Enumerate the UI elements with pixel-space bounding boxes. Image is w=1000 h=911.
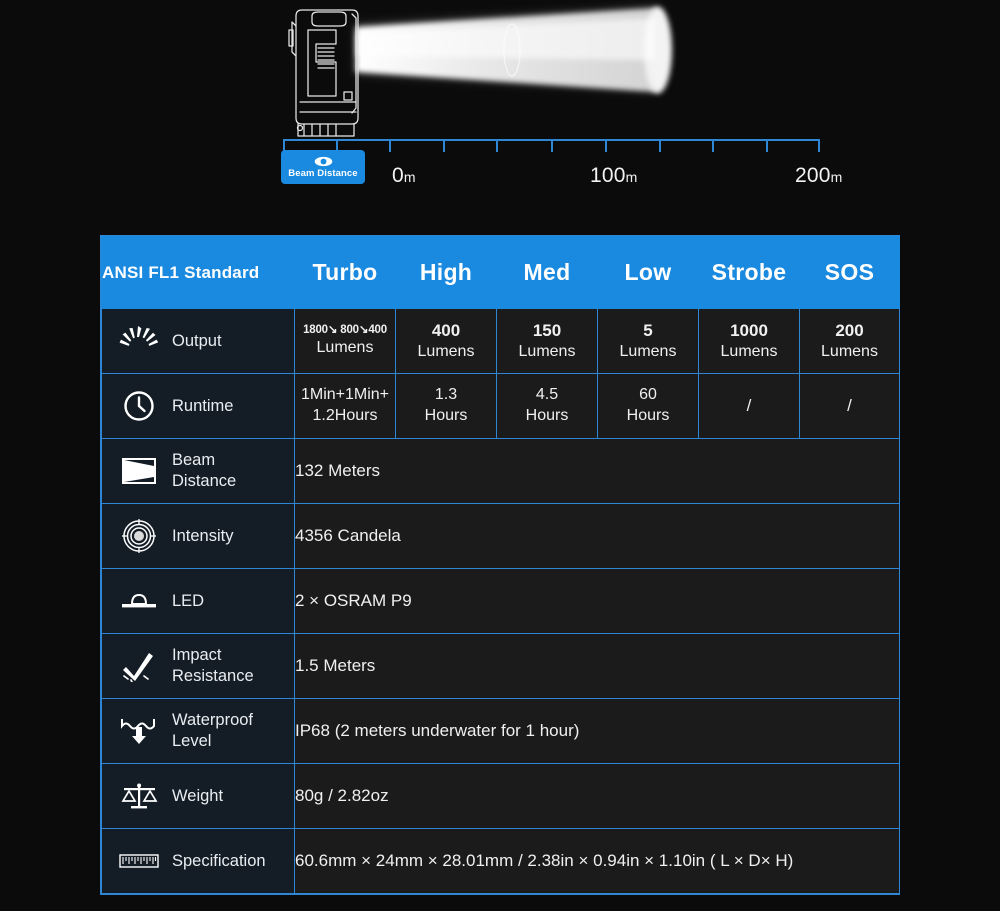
beam-illustration: [0, 0, 1000, 205]
header-mode-low: Low: [598, 237, 699, 309]
cell-led-value: 2 × OSRAM P9: [295, 569, 900, 634]
table-row-led: [102, 569, 900, 634]
cell-runtime-turbo: 1Min+1Min+ 1.2Hours: [295, 374, 396, 439]
header-ansi-fl1: ANSI FL1 Standard: [102, 237, 295, 309]
intensity-target-icon: [119, 519, 159, 553]
cell-impact-resistance-value: 1.5 Meters: [295, 634, 900, 699]
table-row-weight: [102, 764, 900, 829]
row-label-text: Specification: [172, 851, 266, 870]
clock-icon: [119, 389, 159, 423]
cell-runtime-med: 4.5 Hours: [497, 374, 598, 439]
eye-icon: [314, 156, 333, 167]
waterproof-icon: [119, 714, 159, 748]
beam-distance-badge[interactable]: [281, 150, 365, 184]
cell-output-med: 150 Lumens: [497, 309, 598, 374]
cell-runtime-high: 1.3 Hours: [396, 374, 497, 439]
row-label-runtime: [102, 374, 295, 439]
table-row-specification: [102, 829, 900, 894]
row-label-text: Output: [172, 331, 222, 350]
table-row-intensity: [102, 504, 900, 569]
cell-runtime-strobe: /: [699, 374, 800, 439]
axis-tick: [659, 141, 661, 152]
table-header-row: [102, 237, 900, 309]
row-label-text: Runtime: [172, 396, 234, 415]
row-label-text: LED: [172, 591, 205, 610]
impact-resistance-icon: [119, 649, 159, 683]
cell-runtime-sos: /: [800, 374, 900, 439]
row-label-waterproof-level: [102, 699, 295, 764]
axis-tick: [605, 141, 607, 152]
cell-output-low: 5 Lumens: [598, 309, 699, 374]
balance-scale-icon: [119, 779, 159, 813]
row-label-text: Weight: [172, 786, 224, 805]
row-label-text: Beam Distance: [172, 451, 237, 490]
row-label-output: [102, 309, 295, 374]
axis-tick: [389, 141, 391, 152]
light-beam-cone: [356, 7, 672, 93]
cell-waterproof-level-value: IP68 (2 meters underwater for 1 hour): [295, 699, 900, 764]
beam-distance-icon: [119, 454, 159, 488]
flashlight-outline-icon: [289, 10, 358, 136]
table-row-waterproof-level: [102, 699, 900, 764]
axis-label-200m: 200m: [795, 164, 843, 187]
cell-output-sos: 200 Lumens: [800, 309, 900, 374]
row-label-text: Impact Resistance: [172, 646, 254, 685]
beam-distance-badge-label: Beam Distance: [288, 167, 358, 179]
beam-distance-diagram: [0, 0, 1000, 205]
header-mode-strobe: Strobe: [699, 237, 800, 309]
led-icon: [119, 584, 159, 618]
row-label-beam-distance: [102, 439, 295, 504]
header-mode-med: Med: [497, 237, 598, 309]
axis-tick: [818, 141, 820, 152]
axis-tick: [496, 141, 498, 152]
cell-runtime-low: 60 Hours: [598, 374, 699, 439]
row-label-text: Waterproof Level: [172, 711, 254, 750]
sun-rays-icon: [119, 324, 159, 358]
row-label-text: Intensity: [172, 526, 234, 545]
axis-tick: [551, 141, 553, 152]
axis-label-100m: 100m: [590, 164, 638, 187]
axis-tick: [712, 141, 714, 152]
row-label-specification: [102, 829, 295, 894]
cell-specification-value: 60.6mm × 24mm × 28.01mm / 2.38in × 0.94in × 1.10in ( L × D× H): [295, 829, 900, 894]
cell-output-turbo: 1800↘ 800↘400 Lumens: [295, 309, 396, 374]
table-row-impact-resistance: [102, 634, 900, 699]
table-row-runtime: [102, 374, 900, 439]
specifications-table: [100, 235, 900, 895]
row-label-weight: [102, 764, 295, 829]
row-label-impact-resistance: [102, 634, 295, 699]
table-row-output: [102, 309, 900, 374]
cell-beam-distance-value: 132 Meters: [295, 439, 900, 504]
cell-weight-value: 80g / 2.82oz: [295, 764, 900, 829]
axis-tick: [766, 141, 768, 152]
row-label-intensity: [102, 504, 295, 569]
cell-intensity-value: 4356 Candela: [295, 504, 900, 569]
ruler-icon: [119, 844, 159, 878]
cell-output-high: 400 Lumens: [396, 309, 497, 374]
cell-output-strobe: 1000 Lumens: [699, 309, 800, 374]
header-mode-sos: SOS: [800, 237, 900, 309]
header-mode-high: High: [396, 237, 497, 309]
table-row-beam-distance: [102, 439, 900, 504]
axis-tick: [443, 141, 445, 152]
header-mode-turbo: Turbo: [295, 237, 396, 309]
axis-label-0m: 0m: [392, 164, 416, 187]
row-label-led: [102, 569, 295, 634]
